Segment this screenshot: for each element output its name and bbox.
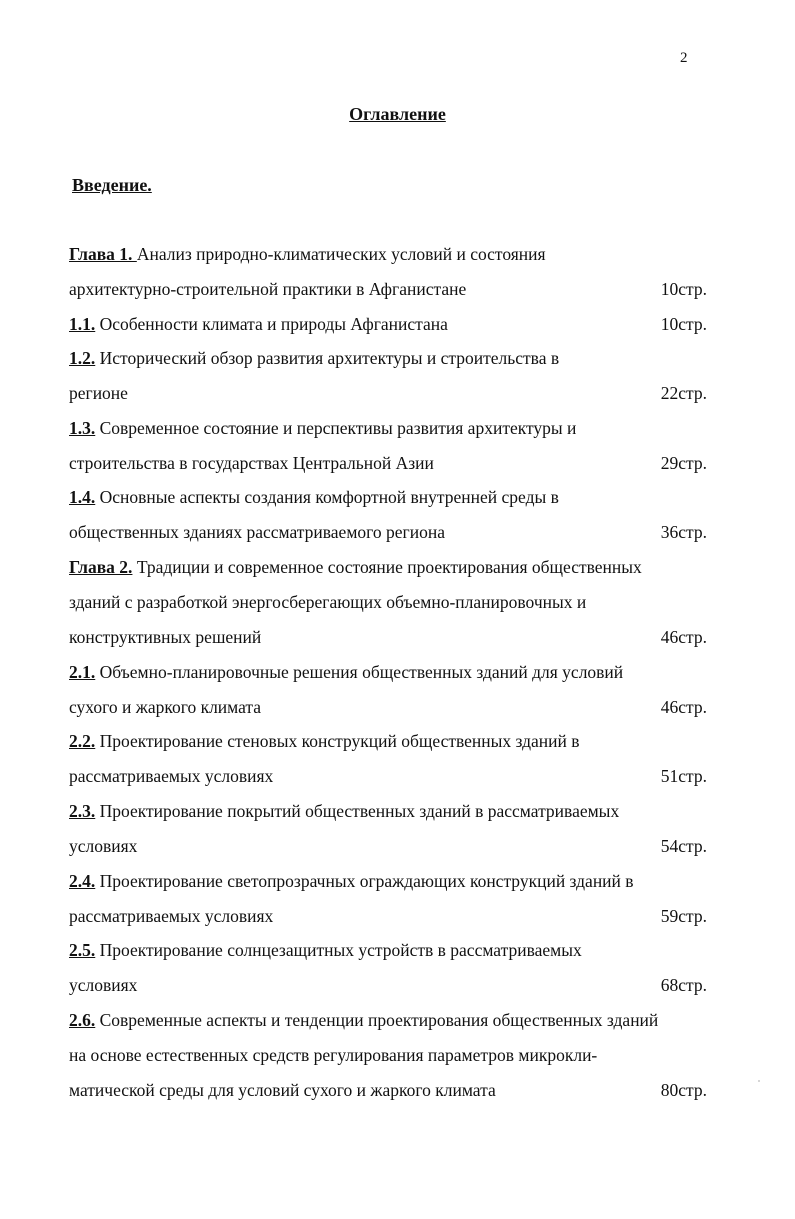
toc-page: 51стр. bbox=[660, 766, 707, 786]
toc-text: конструктивных решений bbox=[69, 627, 262, 647]
toc-label: 2.4. bbox=[69, 871, 96, 891]
toc-text: Традиции и современное состояние проектирования общественных bbox=[132, 557, 642, 577]
toc-text: сухого и жаркого климата bbox=[69, 697, 262, 717]
toc-line bbox=[0, 660, 795, 684]
toc-page: 10стр. bbox=[660, 314, 707, 334]
toc-label: 1.2. bbox=[69, 348, 96, 368]
toc-line bbox=[0, 555, 795, 579]
toc-line bbox=[0, 451, 795, 475]
toc-line bbox=[0, 799, 795, 823]
page-number: 2 bbox=[680, 50, 688, 66]
toc-page: 29стр. bbox=[660, 453, 707, 473]
toc-line bbox=[0, 764, 795, 788]
toc-line bbox=[0, 416, 795, 440]
page-title: Оглавление bbox=[349, 104, 446, 124]
toc-text: Основные аспекты создания комфортной внутренней среды в bbox=[95, 487, 559, 507]
toc-page: 46стр. bbox=[660, 627, 707, 647]
toc-text: условиях bbox=[69, 975, 138, 995]
toc-page: 46стр. bbox=[660, 697, 707, 717]
toc-line bbox=[0, 904, 795, 928]
toc-page: 80стр. bbox=[660, 1080, 707, 1100]
toc-line bbox=[0, 1078, 795, 1102]
toc-text: рассматриваемых условиях bbox=[69, 766, 274, 786]
toc-line bbox=[0, 834, 795, 858]
toc-page: 22стр. bbox=[660, 383, 707, 403]
toc-text: Современные аспекты и тенденции проектирования общественных зданий bbox=[95, 1010, 659, 1030]
toc-page: 68стр. bbox=[660, 975, 707, 995]
toc-text: архитектурно-строительной практики в Афганистане bbox=[69, 279, 467, 299]
toc-label: 2.1. bbox=[69, 662, 96, 682]
toc-line bbox=[0, 938, 795, 962]
toc-text: на основе естественных средств регулирования параметров микрокли- bbox=[69, 1045, 598, 1065]
toc-text: Проектирование солнцезащитных устройств в рассматриваемых bbox=[95, 940, 582, 960]
toc-line bbox=[0, 695, 795, 719]
toc-text: Проектирование светопрозрачных ограждающих конструкций зданий в bbox=[95, 871, 634, 891]
toc-label: Глава 2. bbox=[69, 557, 133, 577]
toc-line bbox=[0, 1008, 795, 1032]
toc-label: 1.1. bbox=[69, 314, 96, 334]
toc-label: 1.4. bbox=[69, 487, 96, 507]
toc-page: 54стр. bbox=[660, 836, 707, 856]
toc-text: рассматриваемых условиях bbox=[69, 906, 274, 926]
toc-label: 2.2. bbox=[69, 731, 96, 751]
toc-line bbox=[0, 869, 795, 893]
toc-line bbox=[0, 729, 795, 753]
toc-text: Исторический обзор развития архитектуры и строительства в bbox=[95, 348, 560, 368]
toc-text: Современное состояние и перспективы развития архитектуры и bbox=[95, 418, 577, 438]
toc-introduction: Введение. bbox=[72, 175, 152, 195]
toc-text: Объемно-планировочные решения общественных зданий для условий bbox=[95, 662, 624, 682]
toc-text: регионе bbox=[69, 383, 128, 403]
toc-line bbox=[0, 590, 795, 614]
toc-line bbox=[0, 312, 795, 336]
toc-line bbox=[0, 520, 795, 544]
toc-text: Проектирование покрытий общественных зданий в рассматриваемых bbox=[95, 801, 620, 821]
scan-speck bbox=[758, 1080, 760, 1082]
toc-line bbox=[0, 346, 795, 370]
toc-line bbox=[0, 973, 795, 997]
toc-line bbox=[0, 381, 795, 405]
toc-text: Особенности климата и природы Афганистана bbox=[95, 314, 448, 334]
toc-label: 2.5. bbox=[69, 940, 96, 960]
toc-text: условиях bbox=[69, 836, 138, 856]
toc-label: 2.3. bbox=[69, 801, 96, 821]
toc-text: строительства в государствах Центральной Азии bbox=[69, 453, 434, 473]
toc-line bbox=[0, 277, 795, 301]
toc-text: Проектирование стеновых конструкций общественных зданий в bbox=[95, 731, 580, 751]
toc-text: матической среды для условий сухого и жаркого климата bbox=[69, 1080, 496, 1100]
toc-text: Анализ природно-климатических условий и состояния bbox=[136, 244, 546, 264]
toc-page: 36стр. bbox=[660, 522, 707, 542]
toc-line bbox=[0, 485, 795, 509]
toc-text: общественных зданиях рассматриваемого региона bbox=[69, 522, 445, 542]
toc-page: 10стр. bbox=[660, 279, 707, 299]
toc-text: зданий с разработкой энергосберегающих объемно-планировочных и bbox=[69, 592, 587, 612]
toc-label: 1.3. bbox=[69, 418, 96, 438]
toc-line bbox=[0, 1043, 795, 1067]
toc-line bbox=[0, 625, 795, 649]
toc-page: 59стр. bbox=[660, 906, 707, 926]
toc-line bbox=[0, 242, 795, 266]
toc-label: 2.6. bbox=[69, 1010, 96, 1030]
toc-label: Глава 1. bbox=[69, 244, 137, 264]
